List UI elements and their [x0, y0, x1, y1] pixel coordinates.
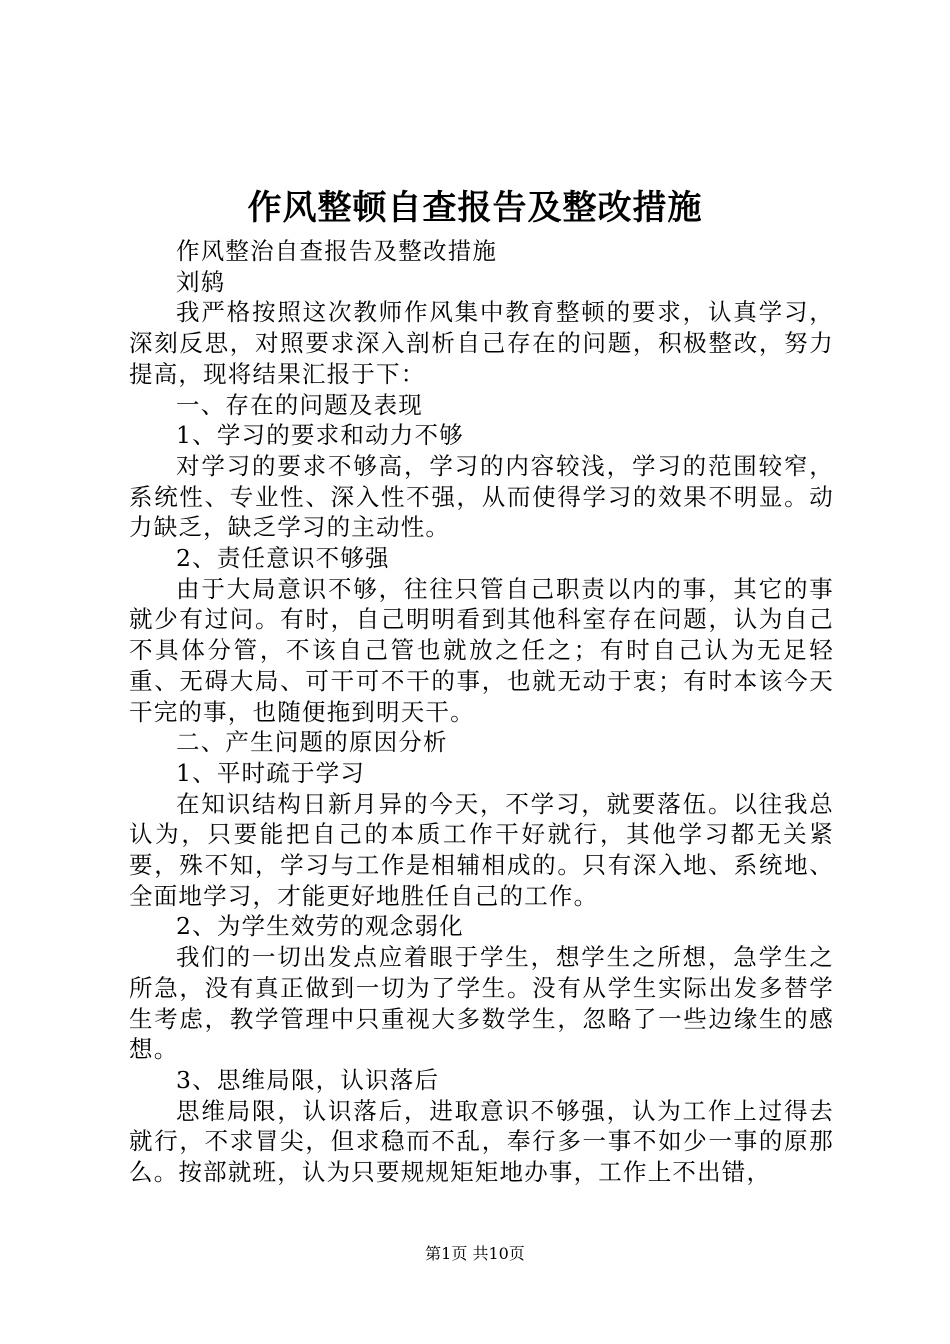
- subsection-heading: 1、学习的要求和动力不够: [176, 421, 464, 450]
- author: 刘鸫: [176, 267, 226, 296]
- subtitle: 作风整治自查报告及整改措施: [176, 237, 498, 265]
- paragraph: 在知识结构日新月异的今天，不学习，就要落伍。以往我总认为，只要能把自己的本质工作干好就行，其他学习都无关紧要，殊不知，学习与工作是相辅相成的。只有深入地、系统地、全面地学习，才能更好地胜任自己的工作。: [129, 789, 834, 910]
- section-heading: 一、存在的问题及表现: [176, 390, 423, 419]
- paragraph: 思维局限，认识落后，进取意识不够强，认为工作上过得去就行，不求冒尖，但求稳而不乱，奉行多一事不如少一事的原那么。按部就班，认为只要规规矩矩地办事，工作上不出错，: [129, 1096, 834, 1187]
- subsection-heading: 3、思维局限，认识落后: [176, 1065, 440, 1094]
- paragraph: 对学习的要求不够高，学习的内容较浅，学习的范围较窄，系统性、专业性、深入性不强，从而使得学习的效果不明显。动力缺乏，缺乏学习的主动性。: [129, 451, 834, 542]
- document-body: [129, 236, 834, 1188]
- paragraph: 由于大局意识不够，往往只管自己职责以内的事，其它的事就少有过问。有时，自己明明看到其他科室存在问题，认为自己不具体分管，不该自己管也就放之任之；有时自己认为无足轻重、无碍大局、可干可不干的事，也就无动于衷；有时本该今天干完的事，也随便拖到明天干。: [129, 574, 834, 726]
- subsection-heading: 2、为学生效劳的观念弱化: [176, 912, 464, 941]
- subsection-heading: 1、平时疏于学习: [176, 758, 366, 787]
- paragraph: 我严格按照这次教师作风集中教育整顿的要求，认真学习，深刻反思，对照要求深入剖析自己存在的问题，积极整改，努力提高，现将结果汇报于下：: [129, 298, 834, 388]
- paragraph: 我们的一切出发点应着眼于学生，想学生之所想，急学生之所急，没有真正做到一切为了学生。没有从学生实际出发多替学生考虑，教学管理中只重视大多数学生，忽略了一些边缘生的感想。: [129, 943, 834, 1064]
- document-title: 作风整顿自查报告及整改措施: [247, 188, 703, 228]
- page-number-footer: 第1页 共10页: [425, 1244, 525, 1263]
- subsection-heading: 2、责任意识不够强: [176, 544, 390, 573]
- section-heading: 二、产生问题的原因分析: [176, 728, 448, 757]
